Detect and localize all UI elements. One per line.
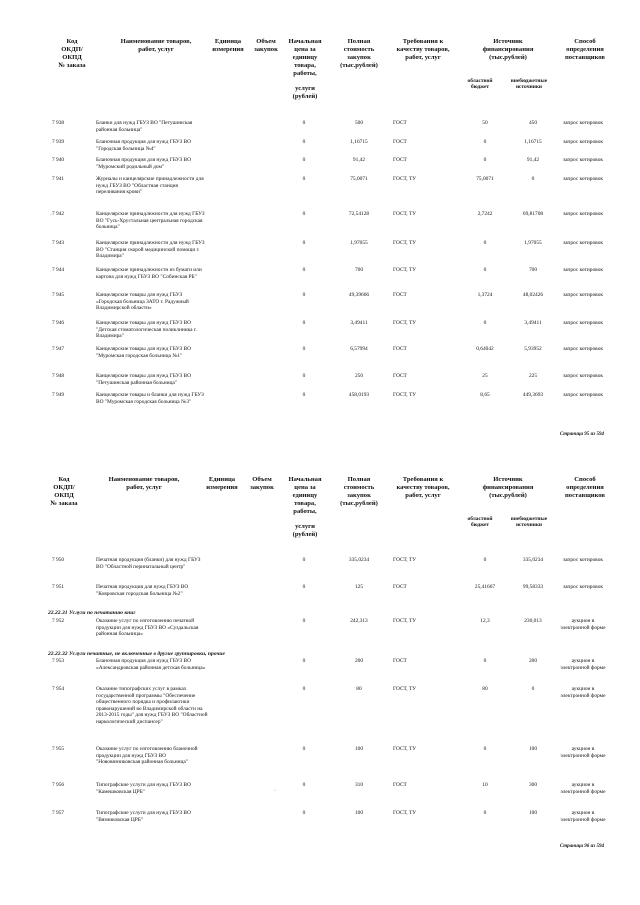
order-code: 7 952 — [52, 618, 65, 624]
total-cost: 250 — [354, 373, 364, 379]
procurement-method: аукцион в электронной форме — [560, 658, 606, 671]
extra-budget: 5,93952 — [524, 346, 542, 352]
quality-requirements: ГОСТ — [393, 782, 407, 788]
quality-requirements: ГОСТ, ТУ — [393, 810, 417, 816]
header-name: Наименование товаров, работ, услуг — [120, 38, 192, 53]
quality-requirements: ГОСТ — [393, 292, 407, 298]
page-number: Страница 95 из 594 — [559, 432, 604, 437]
item-name: Канцелярские товары для нужд ГБУЗ ВО "Муромская городская больница №1" — [96, 346, 191, 359]
quality-requirements: ГОСТ — [393, 584, 407, 590]
unit-price: 0 — [302, 618, 306, 624]
regional-budget: 75,0071 — [476, 176, 494, 182]
total-cost: 6,57994 — [350, 346, 368, 352]
extra-budget: 700 — [528, 267, 538, 273]
page-number: Страница 96 из 594 — [559, 844, 604, 849]
extra-budget: 225 — [528, 373, 538, 379]
header-funding-extra: внебюджетные источники — [510, 516, 548, 529]
scan-mark: · — [274, 788, 276, 794]
order-code: 7 942 — [52, 211, 65, 217]
regional-budget: 2,7242 — [477, 211, 493, 217]
quality-requirements: ГОСТ, ТУ — [393, 211, 417, 217]
extra-budget: 0 — [531, 686, 535, 692]
order-code: 7 939 — [52, 139, 65, 145]
procurement-method: аукцион в электронной форме — [560, 686, 606, 699]
quality-requirements: ГОСТ, ТУ — [393, 618, 417, 624]
unit-price: 0 — [302, 392, 306, 398]
unit-price: 0 — [302, 240, 306, 246]
item-name: Оказание типографских услуг в рамках государственной программы "Обеспечение общественного порядка и профилактики правонарушений во Владимирской области на 2013-2015 годы" для нужд ГБУЗ ВО "Областной наркологический диспансер" — [96, 686, 208, 725]
unit-price: 0 — [302, 346, 306, 352]
procurement-method: запрос котировок — [562, 392, 604, 398]
procurement-method: запрос котировок — [562, 346, 604, 352]
unit-price: 0 — [302, 176, 306, 182]
total-cost: 700 — [354, 267, 364, 273]
page-1 — [0, 0, 640, 440]
header-total: Полная стоимость закупок (тыс.рублей) — [340, 476, 378, 507]
regional-budget: 1,3724 — [477, 292, 493, 298]
procurement-method: запрос котировок — [562, 267, 604, 273]
total-cost: 80 — [356, 686, 362, 692]
header-code: Код ОКДП/ ОКПД № заказа — [58, 38, 86, 69]
order-code: 7 956 — [52, 782, 65, 788]
total-cost: 458,0193 — [348, 392, 370, 398]
item-name: Канцелярские товары для нужд ГБУЗ ВО "Детская стоматологическая поликлиника г. Владимира" — [96, 320, 197, 340]
total-cost: 310 — [354, 782, 364, 788]
procurement-method: запрос котировок — [562, 320, 604, 326]
section-heading-printing-books: 22.22.31 Услуги по печатанию книг — [48, 610, 136, 616]
quality-requirements: ГОСТ, ТУ — [393, 176, 417, 182]
regional-budget: 80 — [482, 686, 488, 692]
item-name: Бланочная продукция для нужд ГБУЗ ВО «Александровская районная детская больница» — [96, 658, 206, 671]
regional-budget: 0 — [483, 157, 487, 163]
quality-requirements: ГОСТ — [393, 157, 407, 163]
unit-price: 0 — [302, 557, 306, 563]
quality-requirements: ГОСТ — [393, 139, 407, 145]
unit-price: 0 — [302, 320, 306, 326]
unit-price: 0 — [302, 139, 306, 145]
total-cost: 91,42 — [352, 157, 366, 163]
unit-price: 0 — [302, 373, 306, 379]
unit-price: 0 — [302, 782, 306, 788]
procurement-method: запрос котировок — [562, 584, 604, 590]
quality-requirements: ГОСТ, ТУ — [393, 557, 417, 563]
regional-budget: 25 — [482, 373, 488, 379]
regional-budget: 0 — [483, 139, 487, 145]
procurement-method: запрос котировок — [562, 240, 604, 246]
extra-budget: 91,42 — [526, 157, 540, 163]
regional-budget: 0 — [483, 557, 487, 563]
item-name: Типографские услуги для нужд ГБУЗ ВО "Вязниковская ЦРБ" — [96, 810, 191, 823]
regional-budget: 0 — [483, 658, 487, 664]
page-2 — [0, 470, 640, 900]
extra-budget: 230,013 — [524, 618, 542, 624]
order-code: 7 948 — [52, 373, 65, 379]
quality-requirements: ГОСТ, ТУ — [393, 320, 417, 326]
total-cost: 1,97055 — [350, 240, 368, 246]
extra-budget: 450 — [528, 120, 538, 126]
regional-budget: 0 — [483, 746, 487, 752]
item-name: Канцелярские товары для нужд ГБУЗ «Городская больница ЗАТО г. Радужный Владимирской области» — [96, 292, 189, 312]
total-cost: 49,39666 — [348, 292, 370, 298]
procurement-method: запрос котировок — [562, 176, 604, 182]
quality-requirements: ГОСТ — [393, 120, 407, 126]
regional-budget: 10 — [482, 782, 488, 788]
item-name: Оказание услуг по изготовлению бланочной продукции для нужд ГБУЗ ВО "Нововязниковская районная больница" — [96, 746, 198, 766]
procurement-method: запрос котировок — [562, 139, 604, 145]
item-name: Канцелярские товары и бланки для нужд ГБУЗ ВО "Муромская городская больница №3" — [96, 392, 204, 405]
header-volume: Объем закупок — [250, 476, 274, 491]
header-requirements: Требования к качеству товаров, работ, услуг — [396, 476, 450, 499]
item-name: Печатная продукция (бланки) для нужд ГБУЗ ВО "Областной перинатальный центр" — [96, 557, 201, 570]
extra-budget: 0 — [531, 176, 535, 182]
scan-mark: · — [50, 212, 52, 218]
header-code: Код ОКДП/ ОКПД № заказа — [50, 476, 78, 507]
unit-price: 0 — [302, 810, 306, 816]
quality-requirements: ГОСТ — [393, 373, 407, 379]
regional-budget: 0,64042 — [476, 346, 494, 352]
order-code: 7 955 — [52, 746, 65, 752]
header-method: Способ определения поставщиков — [565, 476, 605, 499]
header-unit: Единица измерения — [212, 38, 244, 53]
extra-budget: 300 — [528, 782, 538, 788]
header-funding: Источник финансирования (тыс.рублей) — [482, 38, 534, 61]
unit-price: 0 — [302, 658, 306, 664]
order-code: 7 940 — [52, 157, 65, 163]
header-requirements: Требования к качеству товаров, работ, услуг — [396, 38, 450, 61]
total-cost: 100 — [354, 746, 364, 752]
extra-budget: 48,02426 — [522, 292, 544, 298]
order-code: 7 944 — [52, 267, 65, 273]
item-name: Журналы и канцелярские принадлежности для нужд ГБУЗ ВО "Областная станция переливания крови" — [96, 176, 204, 196]
item-name: Канцелярские товары для нужд ГБУЗ ВО "Петушинская районная больница" — [96, 373, 191, 386]
total-cost: 125 — [354, 584, 364, 590]
extra-budget: 69,81708 — [522, 211, 544, 217]
quality-requirements: ГОСТ, ТУ — [393, 267, 417, 273]
procurement-method: запрос котировок — [562, 557, 604, 563]
order-code: 7 951 — [52, 584, 65, 590]
item-name: Бланочная продукция для нужд ГБУЗ ВО "Муромский родильный дом" — [96, 157, 192, 170]
total-cost: 1,16715 — [350, 139, 368, 145]
procurement-method: запрос котировок — [562, 373, 604, 379]
item-name: Печатная продукция для нужд ГБУЗ ВО "Ковровская городская больница №2" — [96, 584, 189, 597]
unit-price: 0 — [302, 120, 306, 126]
procurement-method: аукцион в электронной форме — [560, 746, 606, 759]
unit-price: 0 — [302, 584, 306, 590]
total-cost: 100 — [354, 810, 364, 816]
quality-requirements: ГОСТ, ТУ — [393, 686, 417, 692]
procurement-method: аукцион в электронной форме — [560, 810, 606, 823]
header-funding-regional: областной бюджет — [467, 78, 493, 91]
total-cost: 72,54128 — [348, 211, 370, 217]
quality-requirements: ГОСТ, ТУ — [393, 240, 417, 246]
header-price: Начальная цена за единицу товара, работы, услуги (рублей) — [288, 476, 322, 539]
header-total: Полная стоимость закупок (тыс.рублей) — [340, 38, 378, 69]
item-name: Канцелярские принадлежности для нужд ГБУЗ ВО "Станция скорой медицинской помощи г. Владимира" — [96, 240, 205, 260]
order-code: 7 946 — [52, 320, 65, 326]
regional-budget: 0 — [483, 320, 487, 326]
regional-budget: 12,3 — [480, 618, 490, 624]
unit-price: 0 — [302, 686, 306, 692]
order-code: 7 953 — [52, 658, 65, 664]
section-heading-other-printing: 22.22.32 Услуги печатные, не включенные в другие группировки, прочие — [48, 651, 225, 657]
procurement-method: аукцион в электронной форме — [560, 618, 606, 631]
unit-price: 0 — [302, 746, 306, 752]
header-price: Начальная цена за единицу товара, работы, услуги (рублей) — [288, 38, 322, 101]
extra-budget: 1,97055 — [524, 240, 542, 246]
extra-budget: 3,49411 — [524, 320, 542, 326]
order-code: 7 938 — [52, 120, 65, 126]
unit-price: 0 — [302, 292, 306, 298]
header-volume: Объем закупок — [254, 38, 278, 53]
order-code: 7 945 — [52, 292, 65, 298]
total-cost: 3,49411 — [350, 320, 368, 326]
item-name: Типографские услуги для нужд ГБУЗ ВО "Камешковская ЦРБ" — [96, 782, 191, 795]
regional-budget: 0 — [483, 810, 487, 816]
regional-budget: 8,65 — [480, 392, 490, 398]
quality-requirements: ГОСТ, ТУ — [393, 392, 417, 398]
extra-budget: 100 — [528, 810, 538, 816]
header-unit: Единица измерения — [206, 476, 238, 491]
quality-requirements: ГОСТ, ТУ — [393, 746, 417, 752]
regional-budget: 0 — [483, 240, 487, 246]
extra-budget: 200 — [528, 658, 538, 664]
extra-budget: 449,3693 — [522, 392, 544, 398]
item-name: Канцелярские принадлежности из бумаги или картона для нужд ГБУЗ ВО "Собинская РБ" — [96, 267, 202, 280]
total-cost: 242,313 — [350, 618, 368, 624]
procurement-method: аукцион в электронной форме — [560, 782, 606, 795]
unit-price: 0 — [302, 157, 306, 163]
order-code: 7 949 — [52, 392, 65, 398]
order-code: 7 941 — [52, 176, 65, 182]
total-cost: 335,0234 — [348, 557, 370, 563]
procurement-method: запрос котировок — [562, 120, 604, 126]
header-funding-extra: внебюджетные источники — [510, 78, 548, 91]
regional-budget: 0 — [483, 267, 487, 273]
regional-budget: 50 — [482, 120, 488, 126]
quality-requirements: ГОСТ — [393, 658, 407, 664]
item-name: Канцелярские принадлежности для нужд ГБУЗ ВО "Гусь-Хрустальная центральная городская больница" — [96, 211, 205, 231]
total-cost: 500 — [354, 120, 364, 126]
extra-budget: 1,16715 — [524, 139, 542, 145]
procurement-method: запрос котировок — [562, 157, 604, 163]
unit-price: 0 — [302, 211, 306, 217]
extra-budget: 335,0234 — [522, 557, 544, 563]
order-code: 7 950 — [52, 557, 65, 563]
header-funding: Источник финансирования (тыс.рублей) — [482, 476, 534, 499]
item-name: Бланки для нужд ГБУЗ ВО "Петушинская районная больница" — [96, 120, 193, 133]
order-code: 7 954 — [52, 686, 65, 692]
order-code: 7 957 — [52, 810, 65, 816]
unit-price: 0 — [302, 267, 306, 273]
total-cost: 75,0071 — [350, 176, 368, 182]
regional-budget: 25,41667 — [474, 584, 496, 590]
extra-budget: 100 — [528, 746, 538, 752]
order-code: 7 943 — [52, 240, 65, 246]
header-method: Способ определения поставщиков — [565, 38, 605, 61]
item-name: Бланочная продукция для нужд ГБУЗ ВО "Городская больница №4" — [96, 139, 192, 152]
quality-requirements: ГОСТ — [393, 346, 407, 352]
total-cost: 200 — [354, 658, 364, 664]
header-name: Наименование товаров, работ, услуг — [108, 476, 180, 491]
extra-budget: 99,58333 — [522, 584, 544, 590]
procurement-method: запрос котировок — [562, 211, 604, 217]
item-name: Оказание услуг по изготовлению печатной продукции для нужд ГБУЗ ВО «Суздальская районная больница» — [96, 618, 199, 638]
procurement-method: запрос котировок — [562, 292, 604, 298]
header-funding-regional: областной бюджет — [467, 516, 493, 529]
order-code: 7 947 — [52, 346, 65, 352]
